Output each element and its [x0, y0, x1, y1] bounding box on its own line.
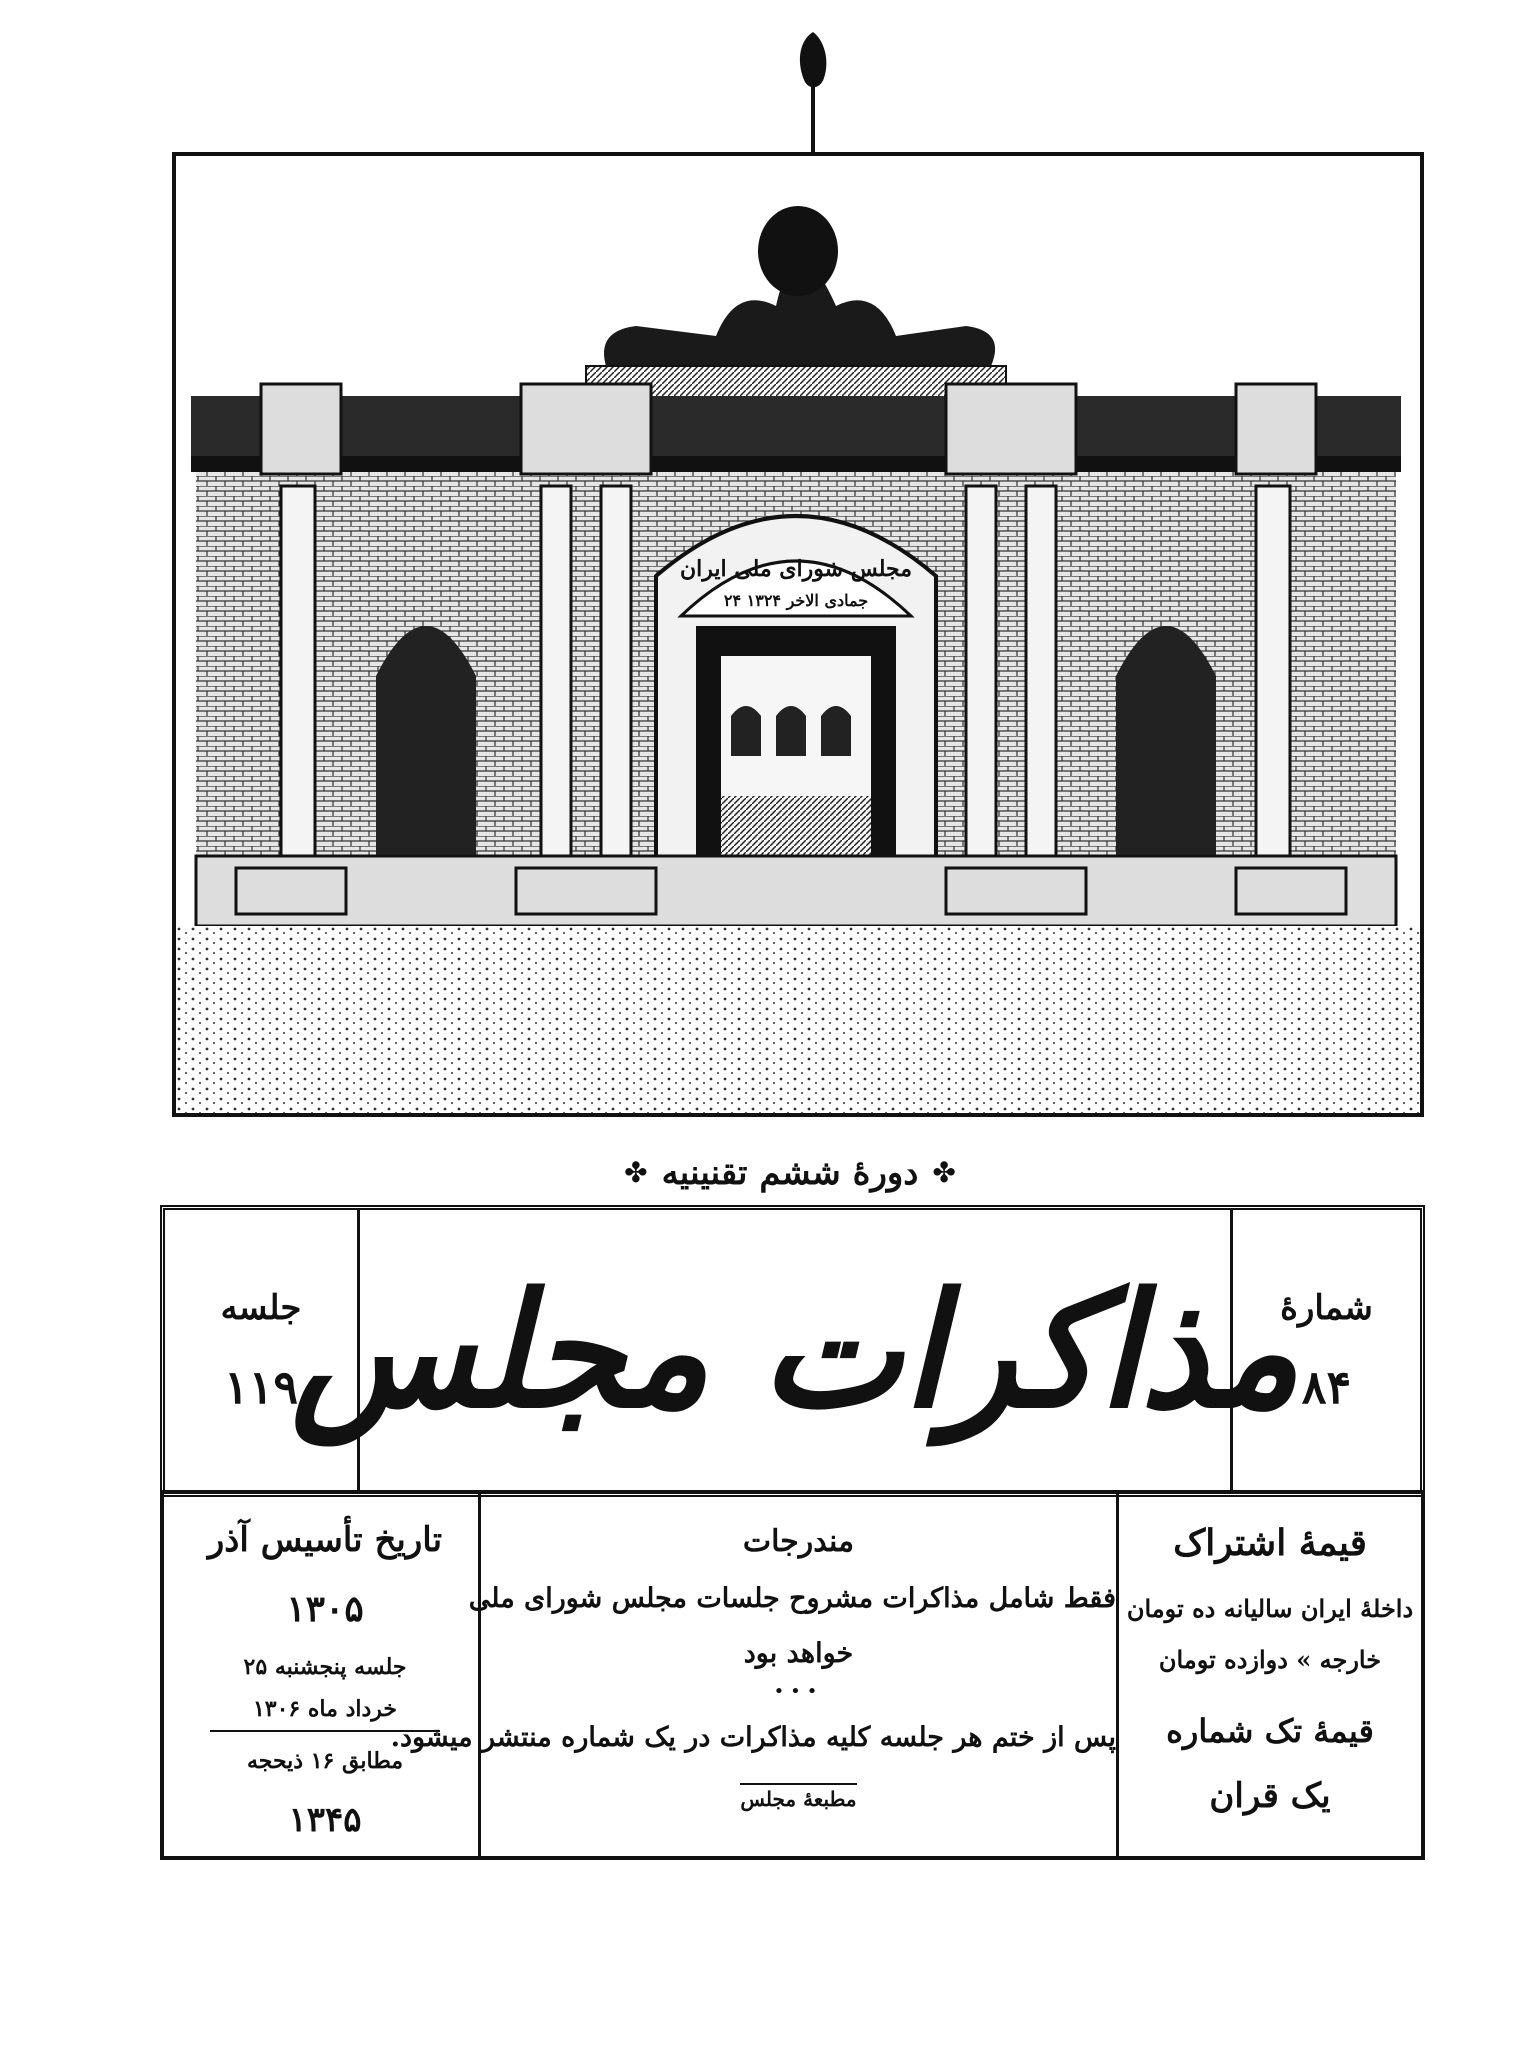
contents-line1: فقط شامل مذاکرات مشروح جلسات مجلس شورای ملی	[468, 1583, 1116, 1614]
hijri-date: مطابق ۱۶ ذیحجه	[246, 1748, 404, 1774]
gate-inscription-line2: ۲۴ جمادی الاخر ۱۳۲۴	[723, 591, 869, 610]
subscription-domestic: داخلهٔ ایران سالیانه ده تومان	[1126, 1594, 1414, 1623]
session-number: ۱۱۹	[223, 1360, 299, 1414]
ornament-left-icon: ✤	[624, 1156, 648, 1189]
date-column	[164, 1494, 486, 1856]
legislative-term-line	[600, 1148, 980, 1198]
contents-column	[390, 1494, 1116, 1856]
subscription-column	[1116, 1494, 1421, 1856]
date-divider	[210, 1730, 440, 1732]
masthead-title: مذاکرات مجلس	[290, 1258, 1300, 1444]
solar-date: خرداد ماه ۱۳۰۶	[252, 1696, 398, 1722]
session-day: جلسه پنجشنبه ۲۵	[243, 1654, 407, 1680]
issue-number: ۸۴	[1301, 1360, 1352, 1414]
press-name: مطبعهٔ مجلس	[740, 1783, 856, 1811]
contents-line1b: خواهد بود	[743, 1638, 854, 1669]
founding-year: ۱۳۰۵	[286, 1588, 364, 1630]
session-cell	[165, 1210, 360, 1492]
ornament-right-icon: ✤	[932, 1156, 956, 1189]
hijri-year: ۱۳۴۵	[288, 1800, 362, 1840]
contents-title: مندرجات	[742, 1524, 855, 1559]
subscription-title: قیمهٔ اشتراک	[1173, 1522, 1367, 1564]
subscription-foreign: خارجه » دوازده تومان	[1158, 1645, 1382, 1674]
masthead-box	[160, 1205, 1425, 1497]
masthead-title-cell	[290, 1210, 1300, 1492]
founding-date-title: تاریخ تأسیس آذر	[207, 1520, 443, 1560]
legislative-term-label: دورهٔ ششم تقنینیه	[661, 1153, 919, 1193]
info-box	[160, 1490, 1425, 1860]
crown-ornament	[586, 206, 1006, 406]
contents-separator: •••	[773, 1681, 824, 1702]
single-issue-title: قیمهٔ تک شماره	[1166, 1712, 1374, 1750]
gate-inscription-line1: مجلس شورای ملی ایران	[679, 556, 913, 582]
issue-label: شمارهٔ	[1280, 1288, 1373, 1328]
single-issue-price: یک قران	[1209, 1776, 1331, 1816]
session-label: جلسه	[220, 1288, 302, 1328]
majlis-gate-illustration	[172, 152, 1424, 1117]
contents-line2: پس از ختم هر جلسه کلیه مذاکرات در یک شماره منتشر میشود.	[390, 1722, 1116, 1753]
